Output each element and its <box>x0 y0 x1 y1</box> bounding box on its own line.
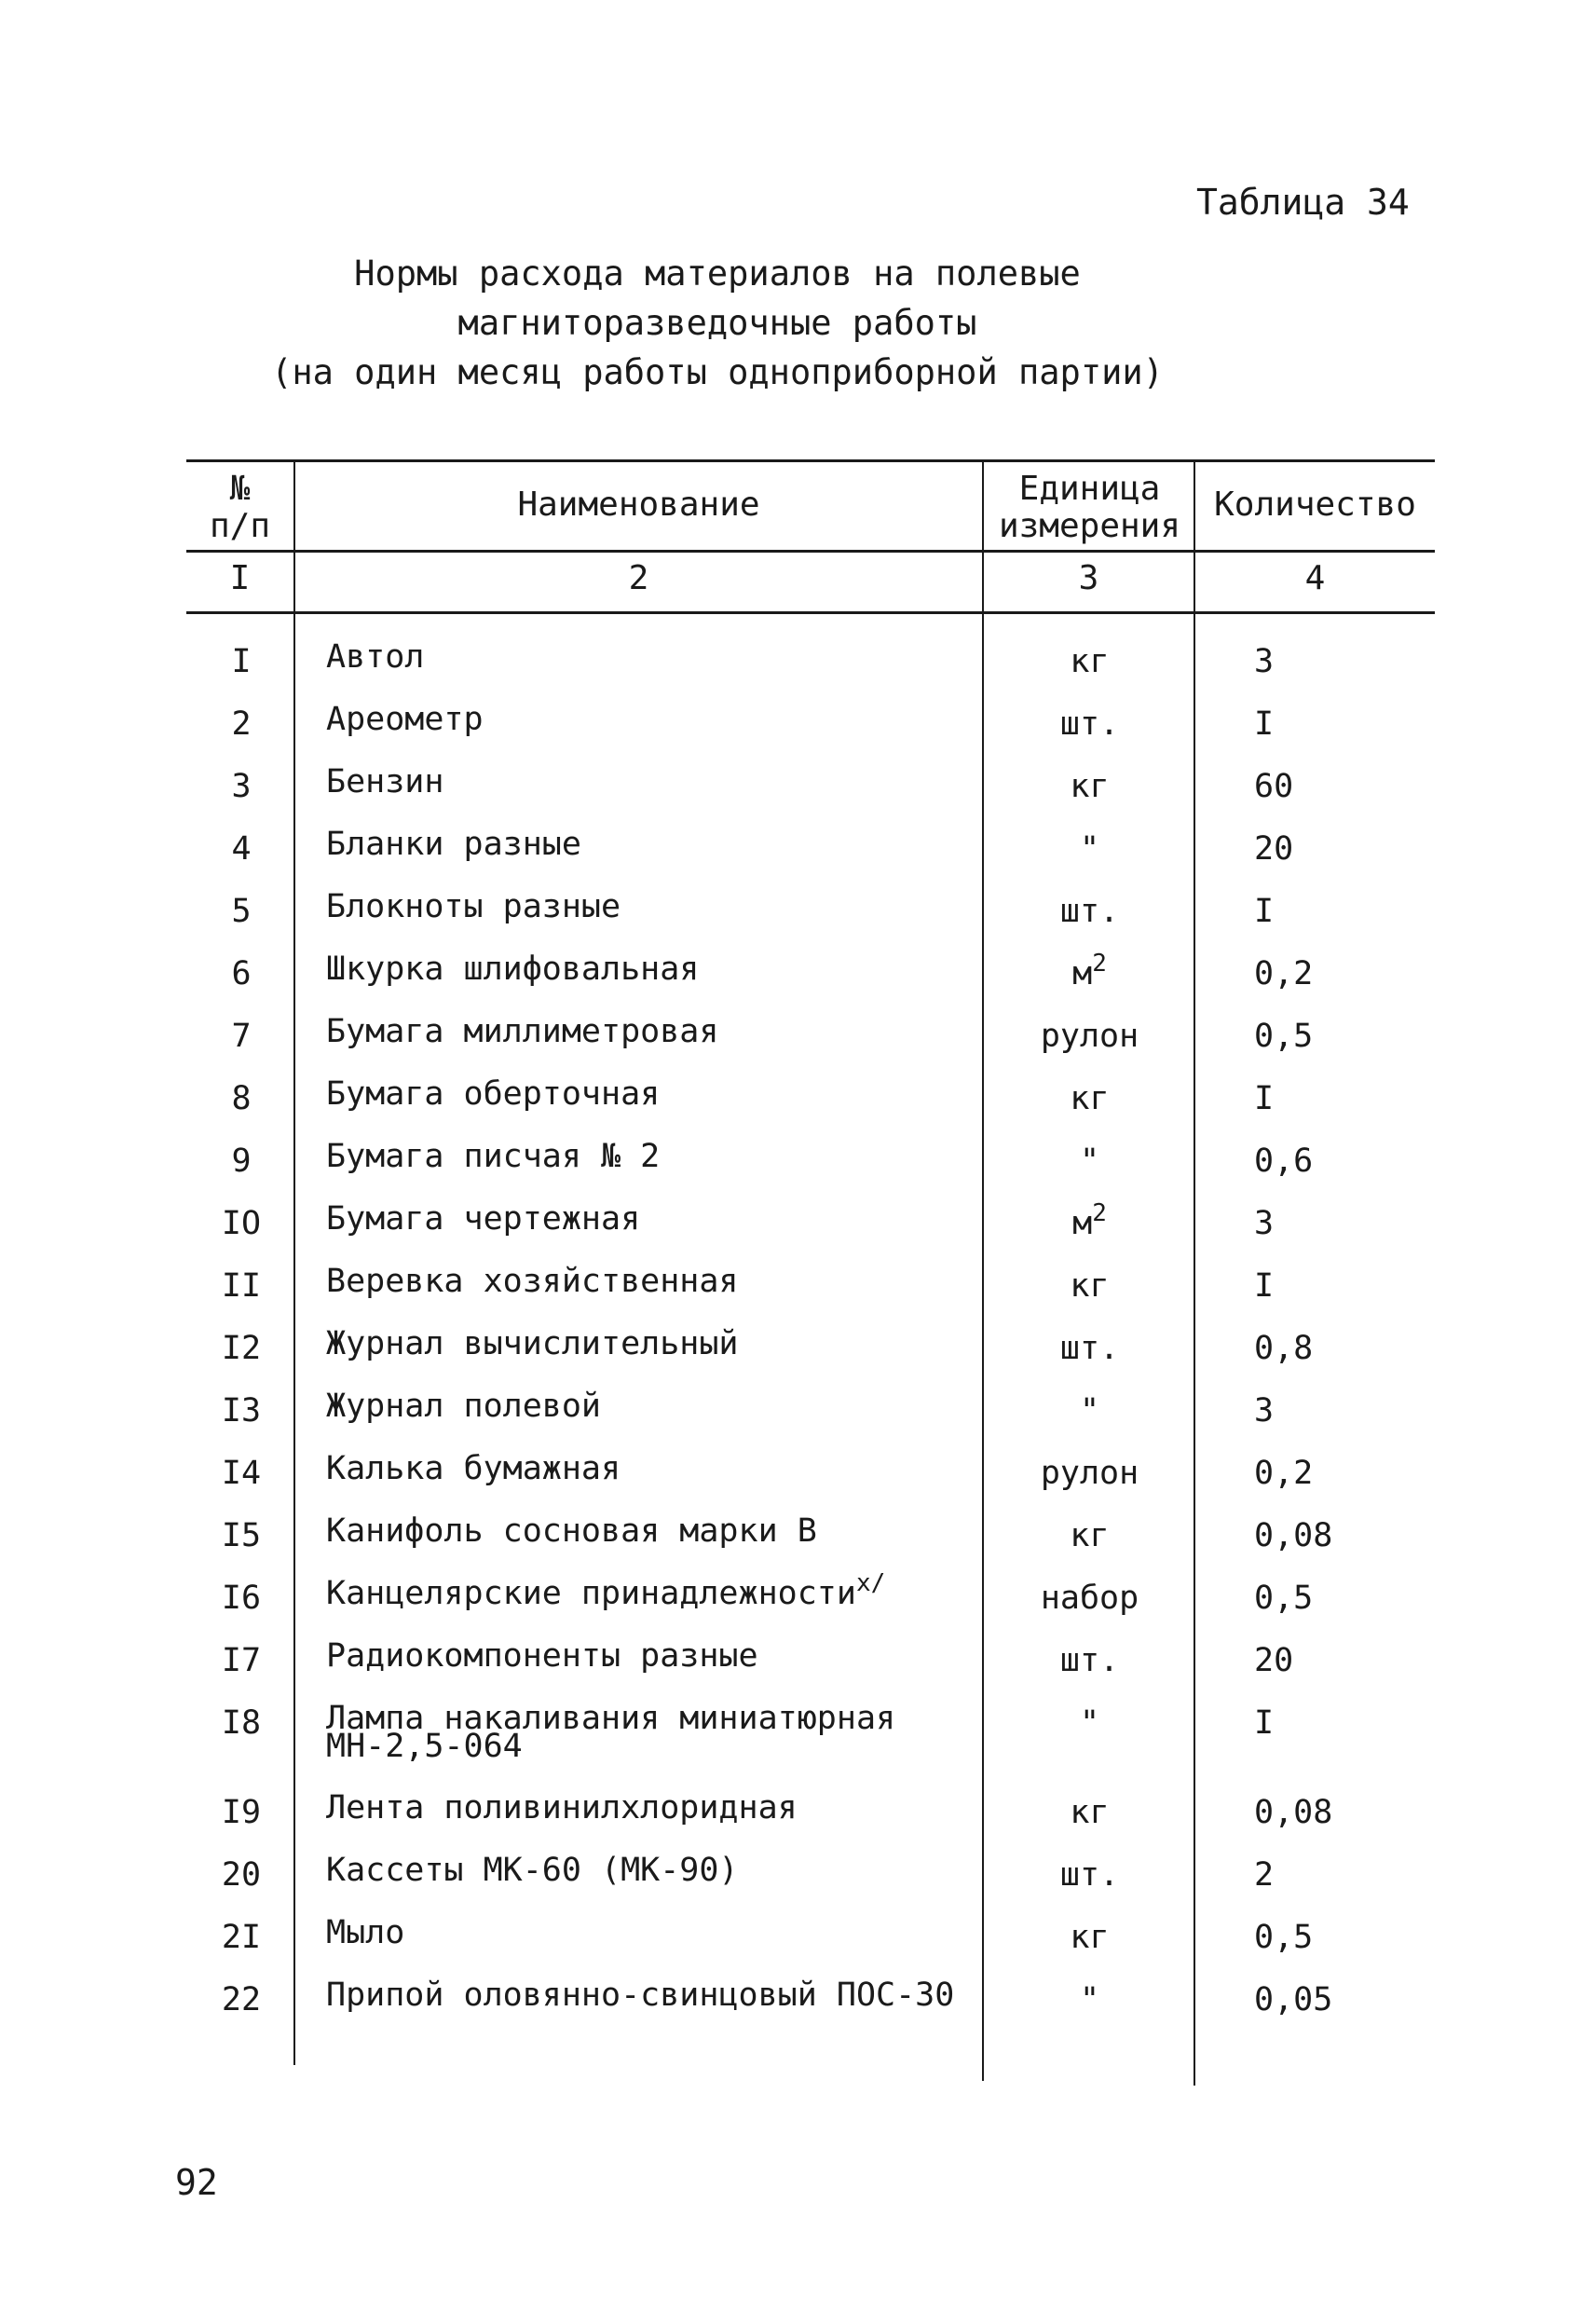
row-name-text: Кассеты МК-60 (МК-90) <box>326 1852 739 1889</box>
row-quantity: 20 <box>1254 830 1294 868</box>
row-number: 4 <box>231 830 252 868</box>
row-quantity: 0,2 <box>1254 1455 1314 1492</box>
table-row <box>0 1700 1596 1767</box>
row-name-text: Мыло <box>326 1914 405 1951</box>
row-quantity: 0,5 <box>1254 1580 1314 1617</box>
row-unit <box>989 1981 1190 2018</box>
row-unit-text: шт. <box>1059 893 1120 930</box>
row-unit <box>989 950 1190 992</box>
header-unit: Единица измерения <box>998 470 1181 545</box>
row-quantity: I <box>1254 1704 1275 1742</box>
row-number: I8 <box>221 1704 262 1742</box>
row-unit-text: " <box>1079 1981 1100 2018</box>
table-row <box>0 1569 1596 1642</box>
row-unit-exponent: 2 <box>1092 950 1107 978</box>
row-number: 22 <box>221 1981 262 2018</box>
row-unit-exponent: 2 <box>1092 1199 1107 1227</box>
row-unit <box>989 643 1190 680</box>
row-unit-text: шт. <box>1059 705 1120 743</box>
column-number-3: 3 <box>1078 559 1099 597</box>
row-number: I4 <box>221 1455 262 1492</box>
table-row <box>0 763 1596 830</box>
row-name <box>326 1977 955 2014</box>
row-name-text: Бланки разные <box>326 826 581 863</box>
table-row <box>0 638 1596 705</box>
row-unit-text: " <box>1079 1142 1100 1180</box>
table-label: Таблица 34 <box>1196 182 1410 223</box>
row-unit <box>989 768 1190 805</box>
table-row <box>0 701 1596 768</box>
row-name <box>326 1569 886 1612</box>
row-name <box>326 1914 405 1951</box>
row-name-text: Бензин <box>326 763 444 800</box>
row-name-text: Бумага оберточная <box>326 1075 661 1113</box>
table-title-line-1: Нормы расхода материалов на полевые <box>354 253 1081 294</box>
row-unit-text: " <box>1079 1392 1100 1430</box>
row-name-text: Блокноты разные <box>326 888 621 925</box>
row-name-text-line-2: МН-2,5-064 <box>326 1728 523 1765</box>
row-unit <box>989 1642 1190 1679</box>
table-row <box>0 826 1596 893</box>
row-name <box>326 1852 739 1889</box>
row-unit <box>989 1142 1190 1180</box>
row-unit-text: кг <box>1070 1080 1110 1117</box>
row-name <box>326 1075 661 1113</box>
row-unit <box>989 705 1190 743</box>
row-number: 8 <box>231 1080 252 1117</box>
row-name-text: Лампа накаливания миниатюрная <box>326 1700 896 1737</box>
row-name-text: Автол <box>326 638 425 676</box>
row-name-text: Веревка хозяйственная <box>326 1263 739 1300</box>
row-number: 2I <box>221 1919 262 1956</box>
row-unit-text: кг <box>1070 1919 1110 1956</box>
row-unit-text: м <box>1072 1205 1093 1242</box>
row-name <box>326 701 484 738</box>
row-number: I <box>231 643 252 680</box>
row-name <box>326 826 581 863</box>
table-row <box>0 1852 1596 1919</box>
row-name <box>326 888 621 925</box>
row-name <box>326 638 425 676</box>
row-quantity: 0,5 <box>1254 1919 1314 1956</box>
row-quantity: I <box>1254 1267 1275 1305</box>
header-name: Наименование <box>517 486 760 524</box>
row-unit-text: шт. <box>1059 1330 1120 1367</box>
row-number: 20 <box>221 1856 262 1894</box>
row-unit-text: м <box>1072 955 1093 992</box>
header-qty: Количество <box>1214 486 1416 524</box>
row-name-text: Калька бумажная <box>326 1450 621 1487</box>
table-row <box>0 1637 1596 1704</box>
row-number: 5 <box>231 893 252 930</box>
row-name-text: Бумага писчая № 2 <box>326 1138 661 1175</box>
row-name <box>326 1325 739 1362</box>
row-unit-text: кг <box>1070 768 1110 805</box>
row-quantity: 0,2 <box>1254 955 1314 992</box>
table-row <box>0 950 1596 1018</box>
row-name <box>326 1388 602 1425</box>
table-row <box>0 1789 1596 1856</box>
column-number-1: I <box>229 559 251 597</box>
table-row <box>0 1388 1596 1455</box>
row-quantity: 3 <box>1254 1205 1275 1242</box>
row-name <box>326 1512 817 1550</box>
row-number: I6 <box>221 1580 262 1617</box>
row-name-text: Бумага чертежная <box>326 1200 641 1238</box>
row-name-text: Радиокомпоненты разные <box>326 1637 758 1675</box>
row-number: 7 <box>231 1018 252 1055</box>
row-unit-text: кг <box>1070 643 1110 680</box>
row-unit <box>989 1580 1190 1617</box>
row-unit-text: кг <box>1070 1794 1110 1831</box>
row-quantity: 0,08 <box>1254 1517 1333 1554</box>
row-number: II <box>221 1267 262 1305</box>
row-unit <box>989 830 1190 868</box>
row-number: I5 <box>221 1517 262 1554</box>
row-number: I7 <box>221 1642 262 1679</box>
row-unit <box>989 1455 1190 1492</box>
row-unit <box>989 1919 1190 1956</box>
row-unit <box>989 1794 1190 1831</box>
row-name-text: Лента поливинилхлоридная <box>326 1789 798 1826</box>
table-row <box>0 1512 1596 1580</box>
row-unit-text: " <box>1079 1704 1100 1742</box>
table-row <box>0 1013 1596 1080</box>
row-name <box>326 951 700 988</box>
row-number: 2 <box>231 705 252 743</box>
column-number-4: 4 <box>1304 559 1326 597</box>
row-name <box>326 1450 621 1487</box>
row-unit <box>989 893 1190 930</box>
row-number: IO <box>221 1205 262 1242</box>
row-unit-text: шт. <box>1059 1856 1120 1894</box>
row-name <box>326 763 444 800</box>
row-unit-text: рулон <box>1040 1018 1139 1055</box>
row-name <box>326 1700 896 1765</box>
table-title-line-2: магниторазведочные работы <box>457 303 977 343</box>
row-quantity: 3 <box>1254 643 1275 680</box>
row-name <box>326 1138 661 1175</box>
table-row <box>0 1075 1596 1142</box>
row-unit-text: рулон <box>1040 1455 1139 1492</box>
row-name <box>326 1013 719 1050</box>
row-quantity: 3 <box>1254 1392 1275 1430</box>
table-row <box>0 888 1596 955</box>
header-bottom-rule <box>186 550 1435 553</box>
row-quantity: 20 <box>1254 1642 1294 1679</box>
row-unit <box>989 1392 1190 1430</box>
row-quantity: 0,05 <box>1254 1981 1333 2018</box>
row-number: 6 <box>231 955 252 992</box>
row-quantity: 2 <box>1254 1856 1275 1894</box>
row-unit <box>989 1080 1190 1117</box>
row-unit <box>989 1018 1190 1055</box>
row-unit <box>989 1267 1190 1305</box>
row-name-text: Бумага миллиметровая <box>326 1013 719 1050</box>
row-unit-text: " <box>1079 830 1100 868</box>
table-top-rule <box>186 459 1435 462</box>
row-unit <box>989 1704 1190 1742</box>
table-row <box>0 1325 1596 1392</box>
row-name <box>326 1263 739 1300</box>
row-name-text: Припой оловянно-свинцовый ПОС-30 <box>326 1977 955 2014</box>
row-name <box>326 1789 798 1826</box>
row-quantity: I <box>1254 893 1275 930</box>
row-unit <box>989 1330 1190 1367</box>
row-quantity: 0,8 <box>1254 1330 1314 1367</box>
row-number: 9 <box>231 1142 252 1180</box>
column-number-2: 2 <box>628 559 649 597</box>
column-number-rule <box>186 611 1435 614</box>
row-unit <box>989 1856 1190 1894</box>
row-name <box>326 1637 758 1675</box>
row-number: I2 <box>221 1330 262 1367</box>
page-number: 92 <box>175 2162 218 2203</box>
row-quantity: I <box>1254 705 1275 743</box>
row-unit-text: кг <box>1070 1267 1110 1305</box>
row-name-text: Журнал полевой <box>326 1388 602 1425</box>
row-name-footnote-mark: х/ <box>855 1569 886 1597</box>
table-row <box>0 1199 1596 1267</box>
row-name-text: Ареометр <box>326 701 484 738</box>
table-row <box>0 1977 1596 2044</box>
row-name-text: Шкурка шлифовальная <box>326 951 700 988</box>
row-unit <box>989 1517 1190 1554</box>
table-row <box>0 1450 1596 1517</box>
row-name-text: Канифоль сосновая марки В <box>326 1512 817 1550</box>
row-number: 3 <box>231 768 252 805</box>
table-row <box>0 1263 1596 1330</box>
row-quantity: 0,5 <box>1254 1018 1314 1055</box>
row-unit-text: шт. <box>1059 1642 1120 1679</box>
row-unit-text: набор <box>1040 1580 1139 1617</box>
row-number: I3 <box>221 1392 262 1430</box>
table-row <box>0 1138 1596 1205</box>
header-num: № п/п <box>209 470 271 545</box>
row-quantity: I <box>1254 1080 1275 1117</box>
row-quantity: 0,08 <box>1254 1794 1333 1831</box>
table-row <box>0 1914 1596 1981</box>
row-unit <box>989 1199 1190 1242</box>
table-title-line-3: (на один месяц работы одноприборной партии) <box>271 352 1164 392</box>
row-quantity: 0,6 <box>1254 1142 1314 1180</box>
row-name <box>326 1200 641 1238</box>
row-name-text: Канцелярские принадлежности <box>326 1575 856 1612</box>
row-number: I9 <box>221 1794 262 1831</box>
row-name-text: Журнал вычислительный <box>326 1325 739 1362</box>
row-quantity: 60 <box>1254 768 1294 805</box>
row-unit-text: кг <box>1070 1517 1110 1554</box>
